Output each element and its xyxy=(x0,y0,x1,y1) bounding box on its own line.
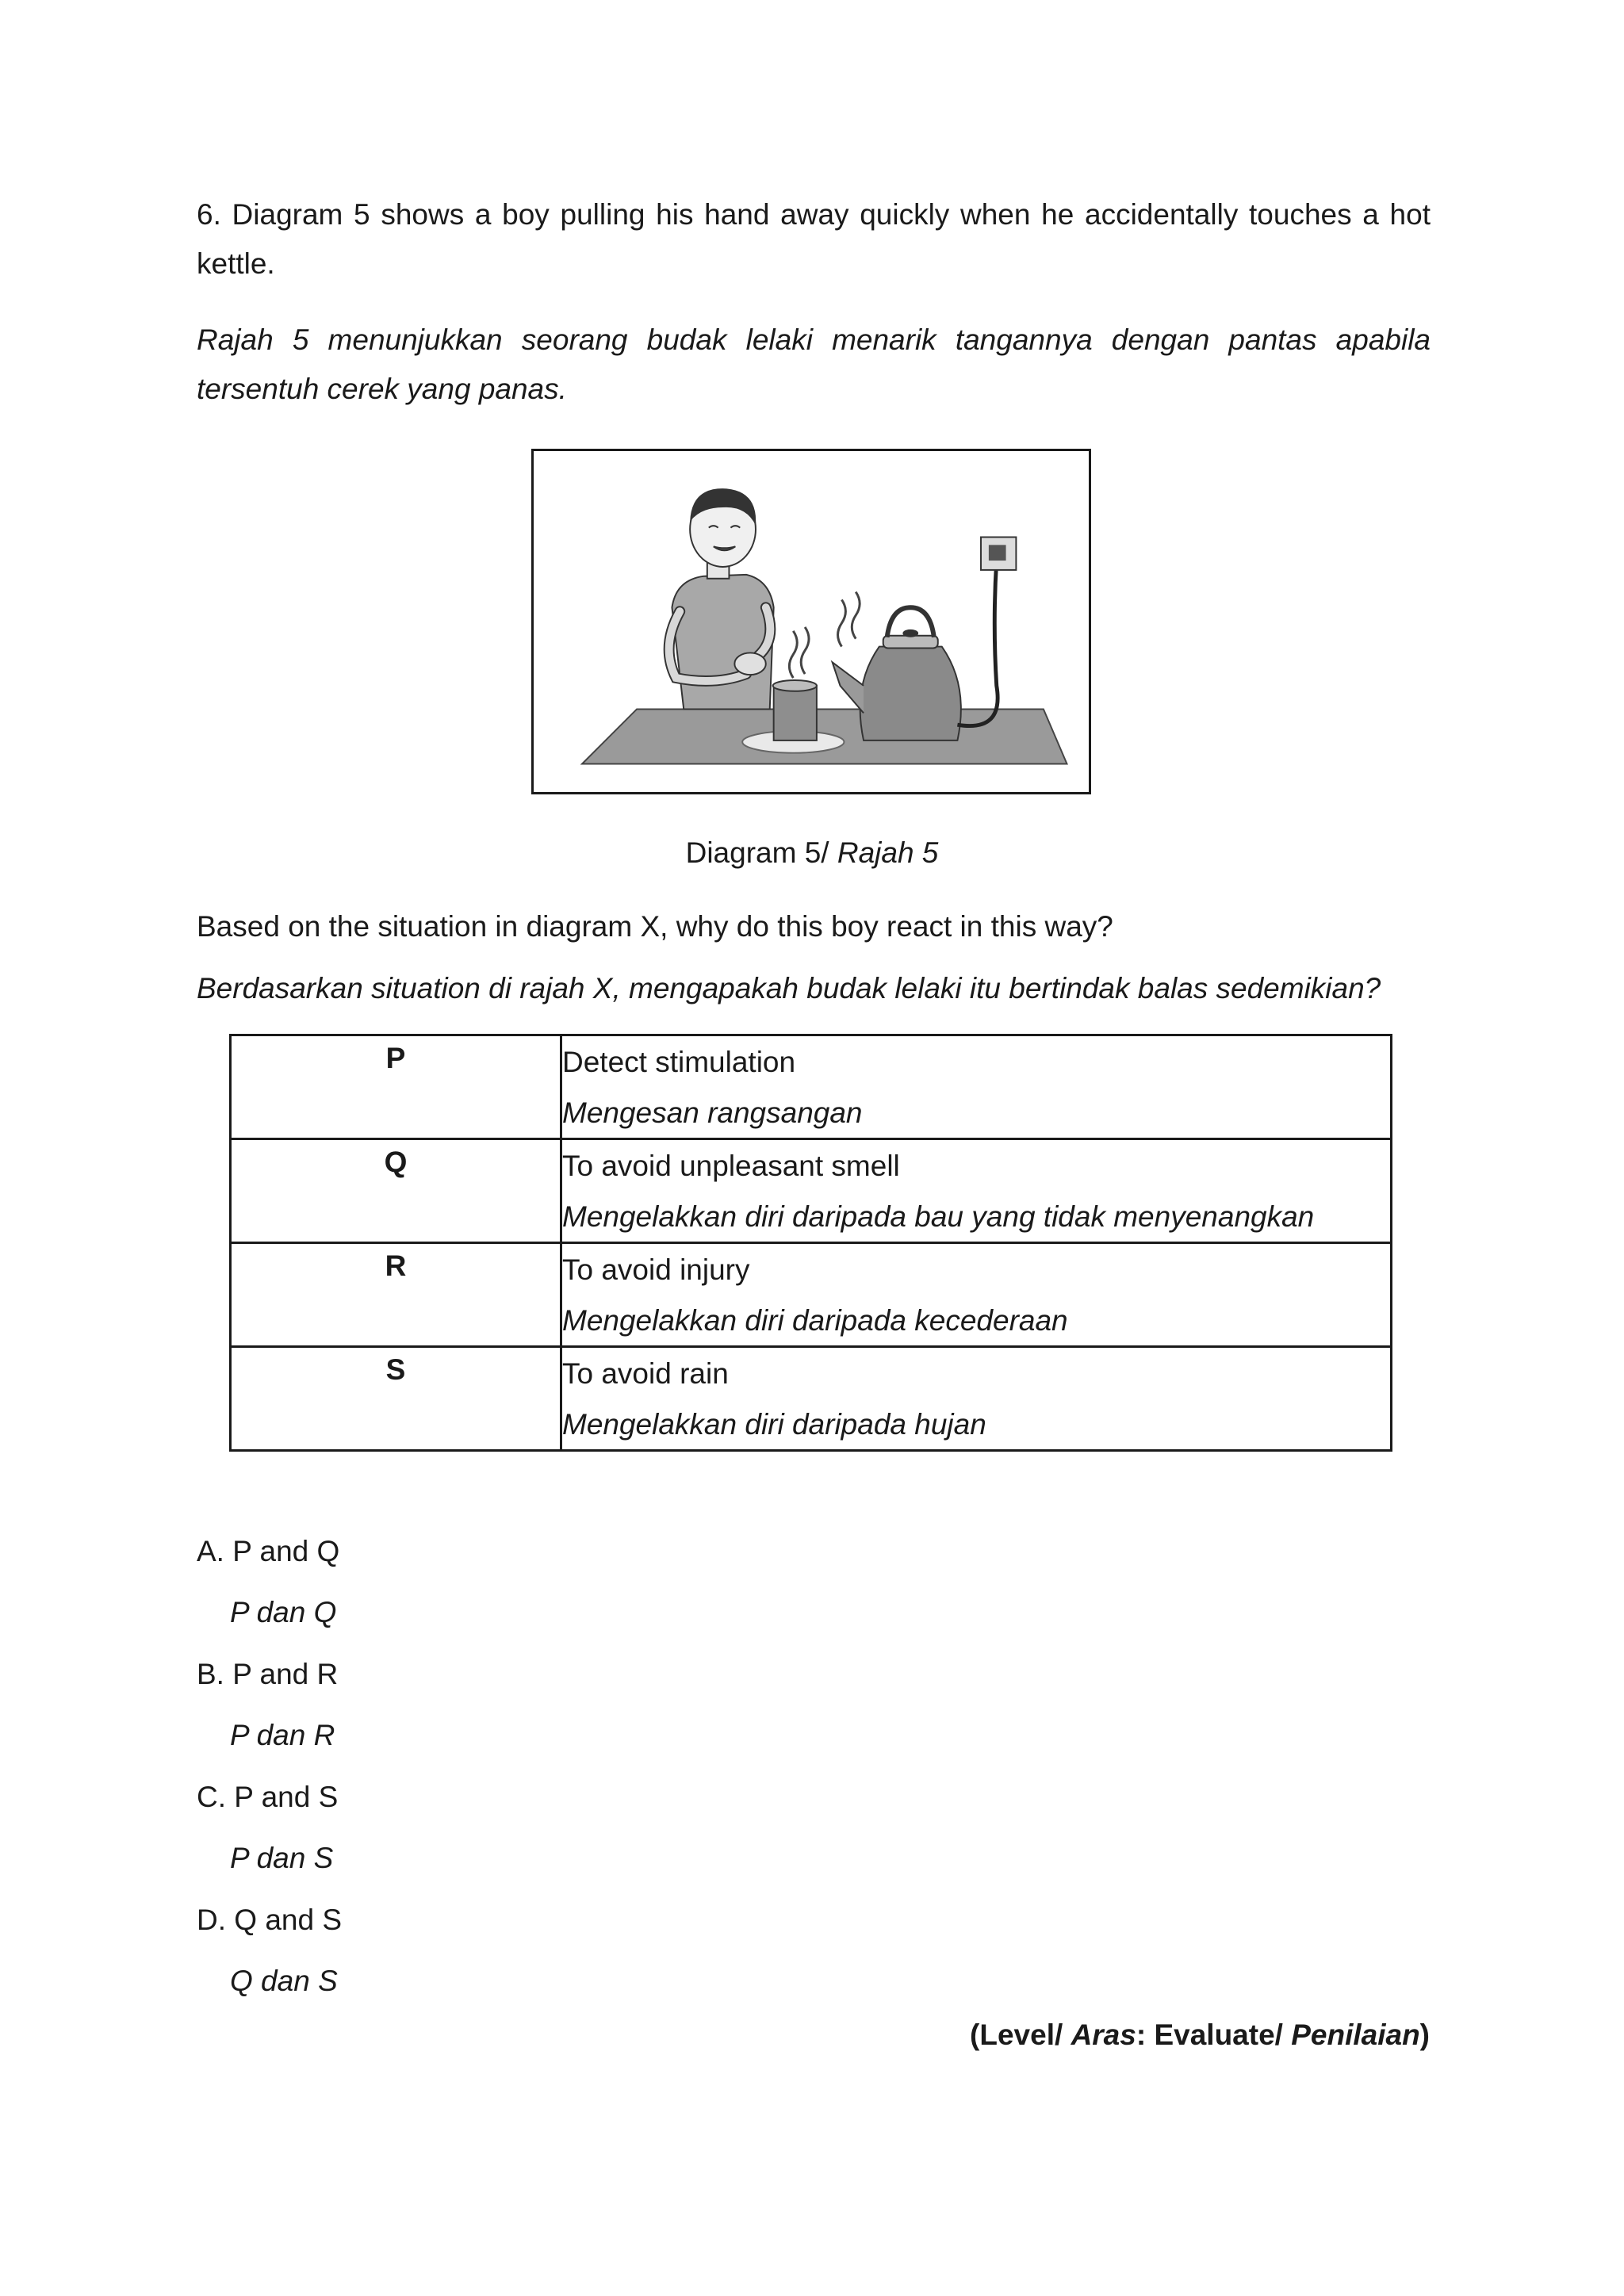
cognitive-level: (Level/ Aras: Evaluate/ Penilaian) xyxy=(970,2019,1430,2051)
answer-choice-d[interactable] xyxy=(197,1889,342,2012)
answer-text-ms: P dan S xyxy=(230,1842,334,1874)
boy-hands xyxy=(734,652,765,675)
option-key: P xyxy=(231,1035,561,1139)
answer-text-en: D. Q and S xyxy=(197,1904,343,1936)
answer-text-ms: P dan R xyxy=(230,1719,335,1751)
option-key: S xyxy=(231,1347,561,1451)
boy-body xyxy=(672,575,773,710)
steam xyxy=(789,592,860,678)
power-cable xyxy=(957,561,998,726)
option-text-ms: Mengelakkan diri daripada hujan xyxy=(562,1408,986,1441)
question-text-en: 6. Diagram 5 shows a boy pulling his hand away quickly when he accidentally touches a hot kettle. xyxy=(197,198,1431,280)
option-text-en: To avoid rain xyxy=(562,1357,729,1390)
answer-text-ms: Q dan S xyxy=(230,1965,338,1997)
answer-text-ms: P dan Q xyxy=(230,1596,337,1628)
prompt-en: Based on the situation in diagram X, why do this boy react in this way? xyxy=(197,910,1113,943)
option-key: R xyxy=(231,1243,561,1347)
option-key: Q xyxy=(231,1139,561,1243)
answer-choice-c[interactable] xyxy=(197,1766,342,1889)
question-text-ms: Rajah 5 menunjukkan seorang budak lelaki menarik tangannya dengan pantas apabila tersentuh cerek yang panas. xyxy=(197,323,1431,405)
kettle xyxy=(860,647,961,740)
option-text-en: Detect stimulation xyxy=(562,1046,796,1078)
option-text-ms: Mengelakkan diri daripada kecederaan xyxy=(562,1304,1068,1337)
answer-text-en: B. P and R xyxy=(197,1658,339,1690)
option-text-ms: Mengesan rangsangan xyxy=(562,1096,863,1129)
answer-choice-b[interactable] xyxy=(197,1644,342,1766)
diagram-5-illustration xyxy=(531,449,1091,794)
option-text-en: To avoid injury xyxy=(562,1253,750,1286)
answer-text-en: A. P and Q xyxy=(197,1535,340,1567)
diagram-caption: Diagram 5/ Rajah 5 xyxy=(685,836,939,869)
option-text-ms: Mengelakkan diri daripada bau yang tidak menyenangkan xyxy=(562,1200,1315,1233)
answer-choices xyxy=(197,1521,342,2012)
cup xyxy=(774,686,817,740)
options-table xyxy=(229,1034,1392,1452)
option-row-s xyxy=(231,1347,1392,1451)
option-row-q xyxy=(231,1139,1392,1243)
option-row-p xyxy=(231,1035,1392,1139)
answer-text-en: C. P and S xyxy=(197,1781,339,1813)
option-text-en: To avoid unpleasant smell xyxy=(562,1150,900,1182)
option-row-r xyxy=(231,1243,1392,1347)
answer-choice-a[interactable] xyxy=(197,1521,342,1644)
prompt-ms: Berdasarkan situation di rajah X, mengapakah budak lelaki itu bertindak balas sedemikian? xyxy=(197,972,1381,1004)
